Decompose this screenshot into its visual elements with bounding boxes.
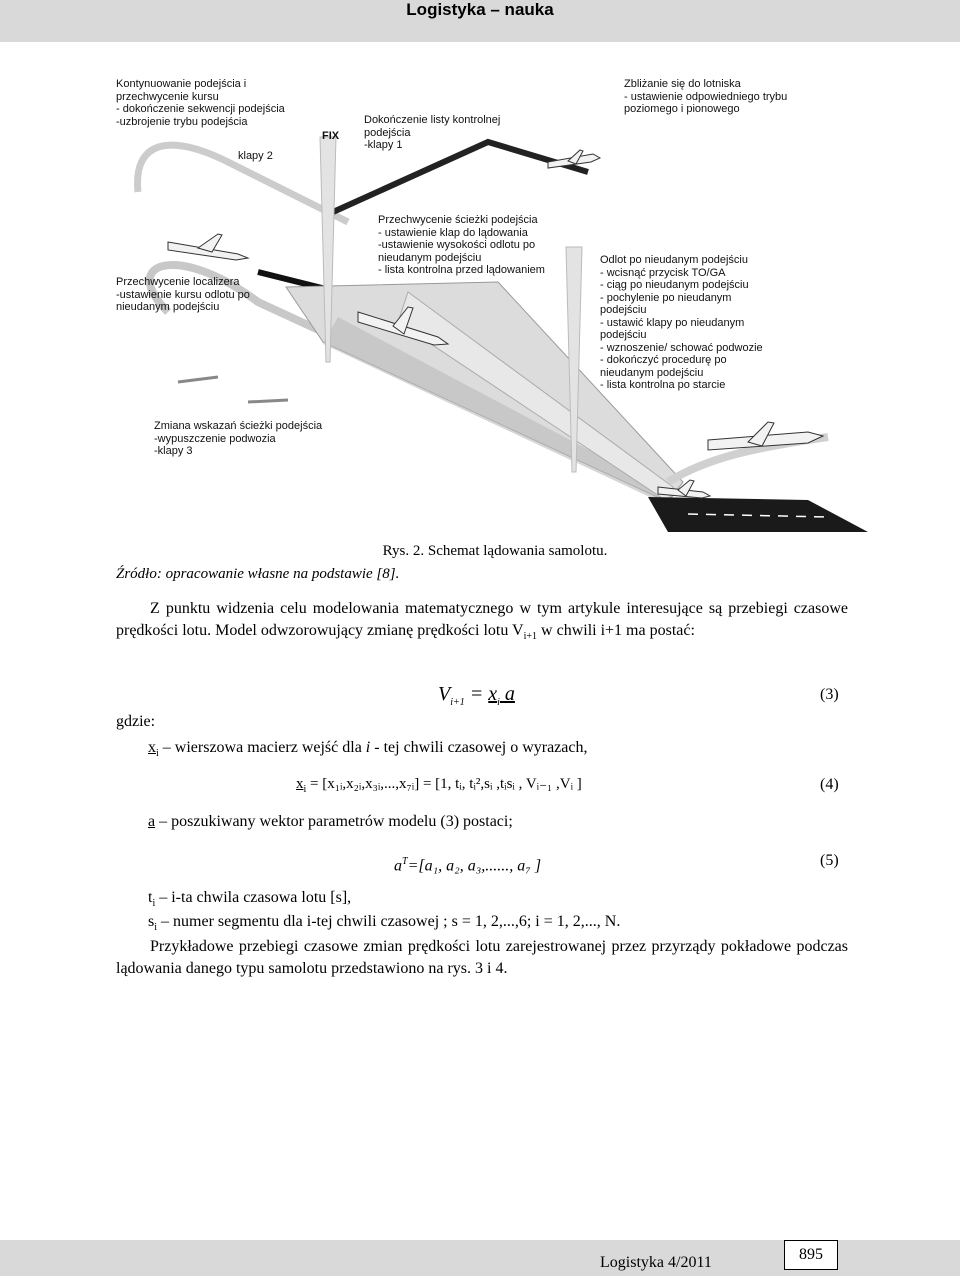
label-flaps2: klapy 2 — [238, 150, 273, 162]
equation-4: $x_i$ = [x₁ᵢ,x₂ᵢ,x₃ᵢ,...,x₇ᵢ] = [1, tᵢ, tᵢ²,sᵢ ,tᵢsᵢ , Vᵢ₋₁ ,Vᵢ ] — [296, 776, 582, 795]
label-continue-approach: Kontynuowanie podejścia i przechwycenie kursu - dokończenie sekwencji podejścia -uzbrojenie trybu podejścia — [116, 78, 285, 128]
equation-4-number: (4) — [820, 776, 839, 793]
aircraft-icon-1 — [168, 234, 248, 260]
equation-5-number: (5) — [820, 852, 839, 869]
label-glideslope-capture: Przechwycenie ścieżki podejścia - ustawienie klap do lądowania -ustawienie wysokości odlotu po nieudanym podejściu - lista kontrolna przed lądowaniem — [378, 214, 545, 276]
page-number: 895 — [784, 1240, 838, 1270]
shadow-1 — [178, 377, 218, 382]
figure-source: Źródło: opracowanie własne na podstawie [8]. — [116, 566, 400, 582]
label-approaching-airport: Zbliżanie się do lotniska - ustawienie odpowiedniego trybu poziomego i pionowego — [624, 78, 788, 115]
aircraft-icon-4 — [708, 422, 823, 450]
definition-a: a – poszukiwany wektor parametrów modelu (3) postaci; — [148, 813, 513, 830]
label-missed-approach: Odlot po nieudanym podejściu - wcisnąć przycisk TO/GA - ciąg po nieudanym podejściu - pochylenie po nieudanym podejściu - ustawić klapy po nieudanym podejściu - wznoszenie/ schować podwozie - dokończyć procedurę po nieudanym podejściu - lista kontrolna po starcie — [600, 254, 763, 391]
landing-scheme-figure — [108, 62, 868, 542]
definition-x: $x_i$ – wierszowa macierz wejść dla i - tej chwili czasowej o wyrazach, — [148, 739, 588, 760]
path-upper — [333, 142, 588, 212]
shadow-2 — [248, 400, 288, 402]
equation-5: $a^T=[a_1$, a₂, a₃,......, a₇ ] — [394, 856, 542, 875]
label-localizer-capture: Przechwycenie localizera -ustawienie kursu odlotu po nieudanym podejściu — [116, 276, 250, 313]
runway — [648, 497, 868, 532]
figure-caption: Rys. 2. Schemat lądowania samolotu. — [382, 543, 608, 559]
header-title: Logistyka – nauka — [406, 0, 554, 19]
definition-t: $t_i - i-ta$ chwila czasowa lotu [s], — [148, 889, 352, 910]
equation-3: $V_{i+1} = x_i$ a — [438, 683, 515, 708]
label-glideslope-change: Zmiana wskazań ścieżki podejścia -wypuszczenie podwozia -klapy 3 — [154, 420, 323, 457]
label-finish-checklist: Dokończenie listy kontrolnej podejścia -klapy 1 — [364, 114, 501, 151]
paragraph-1: Z punktu widzenia celu modelowania matematycznego w tym artykule interesujące są przebiegi czasowe prędkości lotu. Model odwzorowujący zmianę prędkości lotu $V_{i+1}$ w chwili i+1 ma postać: — [116, 600, 848, 643]
footer-journal: Logistyka 4/2011 — [600, 1254, 712, 1271]
running-header — [0, 0, 960, 42]
definition-s: $s_i$ – numer segmentu dla i-tej chwili czasowej ; s = 1, 2,...,6; i = 1, 2,..., N. — [148, 913, 621, 934]
equation-3-number: (3) — [820, 686, 839, 703]
where-label: gdzie: — [116, 713, 156, 730]
label-fix: FIX — [322, 130, 340, 142]
paragraph-2: Przykładowe przebiegi czasowe zmian prędkości lotu zarejestrowanej przez przyrządy pokładowe podczas lądowania danego typu samolotu przedstawiono na rys. 3 i 4. — [116, 938, 848, 977]
